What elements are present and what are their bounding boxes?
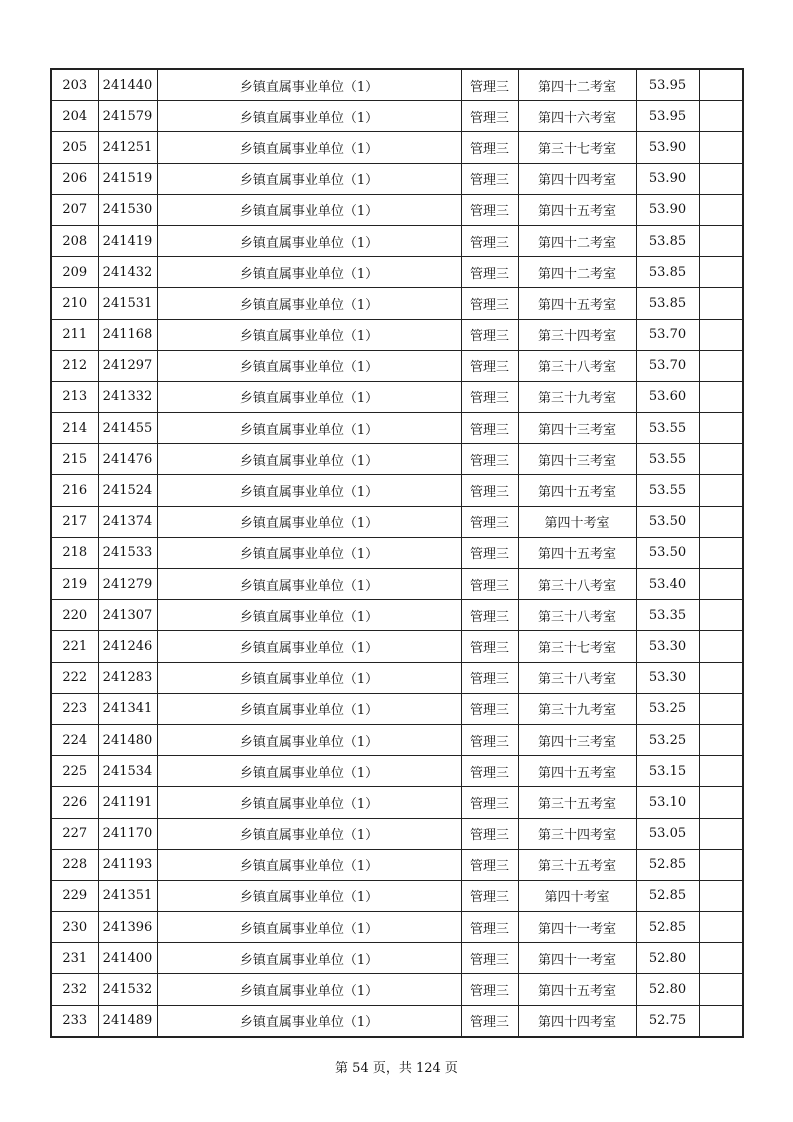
note-cell: [699, 132, 743, 163]
row-number-cell: 214: [51, 413, 98, 444]
note-cell: [699, 101, 743, 132]
post-cell: 管理三: [461, 475, 518, 506]
row-number-cell: 229: [51, 880, 98, 911]
post-cell: 管理三: [461, 693, 518, 724]
row-number-cell: 232: [51, 974, 98, 1005]
row-number-cell: 225: [51, 756, 98, 787]
score-cell: 53.35: [636, 600, 699, 631]
table-row: [51, 506, 743, 537]
candidate-id-cell: 241432: [98, 257, 157, 288]
row-number-cell: 221: [51, 631, 98, 662]
table-row: [51, 818, 743, 849]
score-cell: 53.85: [636, 288, 699, 319]
table-row: [51, 319, 743, 350]
row-number-cell: 209: [51, 257, 98, 288]
table-row: [51, 943, 743, 974]
unit-cell: 乡镇直属事业单位（1）: [157, 662, 461, 693]
post-cell: 管理三: [461, 569, 518, 600]
score-cell: 53.10: [636, 787, 699, 818]
exam-room-cell: 第四十考室: [518, 880, 636, 911]
table-row: [51, 880, 743, 911]
exam-room-cell: 第四十一考室: [518, 912, 636, 943]
score-cell: 53.95: [636, 69, 699, 101]
row-number-cell: 210: [51, 288, 98, 319]
unit-cell: 乡镇直属事业单位（1）: [157, 194, 461, 225]
score-cell: 52.80: [636, 974, 699, 1005]
unit-cell: 乡镇直属事业单位（1）: [157, 943, 461, 974]
row-number-cell: 215: [51, 444, 98, 475]
candidate-id-cell: 241480: [98, 724, 157, 755]
candidate-id-cell: 241170: [98, 818, 157, 849]
note-cell: [699, 569, 743, 600]
score-cell: 53.85: [636, 257, 699, 288]
candidate-id-cell: 241455: [98, 413, 157, 444]
score-cell: 52.85: [636, 849, 699, 880]
row-number-cell: 218: [51, 537, 98, 568]
note-cell: [699, 413, 743, 444]
post-cell: 管理三: [461, 101, 518, 132]
score-cell: 53.25: [636, 724, 699, 755]
row-number-cell: 231: [51, 943, 98, 974]
score-cell: 53.70: [636, 350, 699, 381]
note-cell: [699, 1005, 743, 1037]
score-cell: 53.40: [636, 569, 699, 600]
post-cell: 管理三: [461, 537, 518, 568]
candidate-id-cell: 241530: [98, 194, 157, 225]
unit-cell: 乡镇直属事业单位（1）: [157, 319, 461, 350]
table-row: [51, 569, 743, 600]
table-row: [51, 163, 743, 194]
note-cell: [699, 475, 743, 506]
row-number-cell: 228: [51, 849, 98, 880]
candidate-id-cell: 241283: [98, 662, 157, 693]
row-number-cell: 205: [51, 132, 98, 163]
table-row: [51, 381, 743, 412]
score-cell: 53.70: [636, 319, 699, 350]
note-cell: [699, 163, 743, 194]
post-cell: 管理三: [461, 600, 518, 631]
candidate-id-cell: 241307: [98, 600, 157, 631]
exam-room-cell: 第四十三考室: [518, 413, 636, 444]
unit-cell: 乡镇直属事业单位（1）: [157, 787, 461, 818]
row-number-cell: 233: [51, 1005, 98, 1037]
post-cell: 管理三: [461, 880, 518, 911]
post-cell: 管理三: [461, 974, 518, 1005]
exam-room-cell: 第三十七考室: [518, 132, 636, 163]
table-row: [51, 194, 743, 225]
post-cell: 管理三: [461, 787, 518, 818]
score-cell: 53.95: [636, 101, 699, 132]
post-cell: 管理三: [461, 724, 518, 755]
post-cell: 管理三: [461, 912, 518, 943]
post-cell: 管理三: [461, 288, 518, 319]
candidate-id-cell: 241532: [98, 974, 157, 1005]
unit-cell: 乡镇直属事业单位（1）: [157, 537, 461, 568]
candidate-id-cell: 241246: [98, 631, 157, 662]
post-cell: 管理三: [461, 132, 518, 163]
note-cell: [699, 631, 743, 662]
unit-cell: 乡镇直属事业单位（1）: [157, 756, 461, 787]
page-number-text: 第 54 页，共 124 页: [335, 1061, 458, 1076]
post-cell: 管理三: [461, 225, 518, 256]
note-cell: [699, 288, 743, 319]
unit-cell: 乡镇直属事业单位（1）: [157, 600, 461, 631]
unit-cell: 乡镇直属事业单位（1）: [157, 413, 461, 444]
candidate-id-cell: 241332: [98, 381, 157, 412]
note-cell: [699, 225, 743, 256]
candidate-id-cell: 241341: [98, 693, 157, 724]
exam-room-cell: 第四十六考室: [518, 101, 636, 132]
unit-cell: 乡镇直属事业单位（1）: [157, 132, 461, 163]
score-cell: 52.85: [636, 880, 699, 911]
row-number-cell: 220: [51, 600, 98, 631]
candidate-id-cell: 241168: [98, 319, 157, 350]
candidate-id-cell: 241191: [98, 787, 157, 818]
note-cell: [699, 818, 743, 849]
exam-room-cell: 第四十四考室: [518, 1005, 636, 1037]
exam-room-cell: 第四十三考室: [518, 444, 636, 475]
post-cell: 管理三: [461, 413, 518, 444]
table-row: [51, 724, 743, 755]
score-cell: 53.90: [636, 163, 699, 194]
unit-cell: 乡镇直属事业单位（1）: [157, 818, 461, 849]
unit-cell: 乡镇直属事业单位（1）: [157, 257, 461, 288]
post-cell: 管理三: [461, 350, 518, 381]
table-row: [51, 225, 743, 256]
exam-room-cell: 第四十二考室: [518, 69, 636, 101]
note-cell: [699, 506, 743, 537]
candidate-id-cell: 241476: [98, 444, 157, 475]
score-cell: 53.85: [636, 225, 699, 256]
note-cell: [699, 974, 743, 1005]
post-cell: 管理三: [461, 849, 518, 880]
table-row: [51, 849, 743, 880]
table-row: [51, 631, 743, 662]
candidate-id-cell: 241351: [98, 880, 157, 911]
table-row: [51, 413, 743, 444]
candidate-id-cell: 241297: [98, 350, 157, 381]
results-table-body: [51, 69, 743, 1037]
unit-cell: 乡镇直属事业单位（1）: [157, 288, 461, 319]
row-number-cell: 227: [51, 818, 98, 849]
exam-room-cell: 第三十八考室: [518, 662, 636, 693]
score-cell: 53.55: [636, 413, 699, 444]
table-row: [51, 475, 743, 506]
note-cell: [699, 69, 743, 101]
candidate-id-cell: 241279: [98, 569, 157, 600]
score-cell: 53.50: [636, 506, 699, 537]
exam-room-cell: 第四十二考室: [518, 257, 636, 288]
candidate-id-cell: 241531: [98, 288, 157, 319]
table-row: [51, 257, 743, 288]
note-cell: [699, 194, 743, 225]
exam-room-cell: 第三十五考室: [518, 849, 636, 880]
table-row: [51, 101, 743, 132]
unit-cell: 乡镇直属事业单位（1）: [157, 724, 461, 755]
table-row: [51, 537, 743, 568]
note-cell: [699, 381, 743, 412]
post-cell: 管理三: [461, 257, 518, 288]
table-row: [51, 350, 743, 381]
table-row: [51, 600, 743, 631]
post-cell: 管理三: [461, 756, 518, 787]
exam-room-cell: 第四十五考室: [518, 288, 636, 319]
candidate-id-cell: 241579: [98, 101, 157, 132]
candidate-id-cell: 241524: [98, 475, 157, 506]
row-number-cell: 222: [51, 662, 98, 693]
exam-room-cell: 第四十五考室: [518, 756, 636, 787]
candidate-id-cell: 241400: [98, 943, 157, 974]
candidate-id-cell: 241193: [98, 849, 157, 880]
table-row: [51, 132, 743, 163]
row-number-cell: 207: [51, 194, 98, 225]
note-cell: [699, 787, 743, 818]
unit-cell: 乡镇直属事业单位（1）: [157, 506, 461, 537]
note-cell: [699, 693, 743, 724]
row-number-cell: 212: [51, 350, 98, 381]
note-cell: [699, 444, 743, 475]
note-cell: [699, 257, 743, 288]
post-cell: 管理三: [461, 163, 518, 194]
candidate-id-cell: 241419: [98, 225, 157, 256]
row-number-cell: 216: [51, 475, 98, 506]
candidate-id-cell: 241251: [98, 132, 157, 163]
post-cell: 管理三: [461, 943, 518, 974]
note-cell: [699, 350, 743, 381]
exam-room-cell: 第三十八考室: [518, 569, 636, 600]
row-number-cell: 211: [51, 319, 98, 350]
candidate-id-cell: 241534: [98, 756, 157, 787]
unit-cell: 乡镇直属事业单位（1）: [157, 1005, 461, 1037]
exam-room-cell: 第四十五考室: [518, 194, 636, 225]
exam-room-cell: 第三十九考室: [518, 381, 636, 412]
score-cell: 53.55: [636, 444, 699, 475]
exam-room-cell: 第四十五考室: [518, 537, 636, 568]
note-cell: [699, 662, 743, 693]
unit-cell: 乡镇直属事业单位（1）: [157, 569, 461, 600]
page-footer: [0, 1057, 793, 1076]
post-cell: 管理三: [461, 69, 518, 101]
post-cell: 管理三: [461, 1005, 518, 1037]
row-number-cell: 226: [51, 787, 98, 818]
unit-cell: 乡镇直属事业单位（1）: [157, 475, 461, 506]
post-cell: 管理三: [461, 506, 518, 537]
score-cell: 53.90: [636, 194, 699, 225]
exam-room-cell: 第四十五考室: [518, 475, 636, 506]
row-number-cell: 213: [51, 381, 98, 412]
results-table: [50, 68, 744, 1038]
exam-room-cell: 第三十四考室: [518, 319, 636, 350]
table-row: [51, 974, 743, 1005]
exam-room-cell: 第四十一考室: [518, 943, 636, 974]
row-number-cell: 223: [51, 693, 98, 724]
note-cell: [699, 600, 743, 631]
unit-cell: 乡镇直属事业单位（1）: [157, 69, 461, 101]
unit-cell: 乡镇直属事业单位（1）: [157, 381, 461, 412]
score-cell: 52.80: [636, 943, 699, 974]
score-cell: 53.30: [636, 662, 699, 693]
post-cell: 管理三: [461, 319, 518, 350]
post-cell: 管理三: [461, 381, 518, 412]
table-row: [51, 912, 743, 943]
table-row: [51, 1005, 743, 1037]
exam-room-cell: 第四十二考室: [518, 225, 636, 256]
candidate-id-cell: 241519: [98, 163, 157, 194]
table-row: [51, 662, 743, 693]
unit-cell: 乡镇直属事业单位（1）: [157, 693, 461, 724]
exam-room-cell: 第三十九考室: [518, 693, 636, 724]
score-cell: 52.75: [636, 1005, 699, 1037]
score-cell: 53.55: [636, 475, 699, 506]
unit-cell: 乡镇直属事业单位（1）: [157, 849, 461, 880]
note-cell: [699, 880, 743, 911]
row-number-cell: 208: [51, 225, 98, 256]
table-row: [51, 756, 743, 787]
note-cell: [699, 319, 743, 350]
post-cell: 管理三: [461, 444, 518, 475]
unit-cell: 乡镇直属事业单位（1）: [157, 912, 461, 943]
exam-room-cell: 第四十考室: [518, 506, 636, 537]
note-cell: [699, 943, 743, 974]
score-cell: 53.90: [636, 132, 699, 163]
post-cell: 管理三: [461, 818, 518, 849]
score-cell: 53.50: [636, 537, 699, 568]
score-cell: 53.15: [636, 756, 699, 787]
exam-room-cell: 第三十四考室: [518, 818, 636, 849]
score-cell: 53.05: [636, 818, 699, 849]
exam-room-cell: 第四十四考室: [518, 163, 636, 194]
row-number-cell: 219: [51, 569, 98, 600]
row-number-cell: 204: [51, 101, 98, 132]
table-row: [51, 787, 743, 818]
table-row: [51, 444, 743, 475]
exam-room-cell: 第三十七考室: [518, 631, 636, 662]
row-number-cell: 203: [51, 69, 98, 101]
score-cell: 52.85: [636, 912, 699, 943]
candidate-id-cell: 241440: [98, 69, 157, 101]
note-cell: [699, 756, 743, 787]
score-cell: 53.30: [636, 631, 699, 662]
row-number-cell: 224: [51, 724, 98, 755]
exam-room-cell: 第三十八考室: [518, 350, 636, 381]
score-cell: 53.60: [636, 381, 699, 412]
unit-cell: 乡镇直属事业单位（1）: [157, 163, 461, 194]
row-number-cell: 230: [51, 912, 98, 943]
exam-room-cell: 第三十五考室: [518, 787, 636, 818]
unit-cell: 乡镇直属事业单位（1）: [157, 444, 461, 475]
unit-cell: 乡镇直属事业单位（1）: [157, 974, 461, 1005]
candidate-id-cell: 241533: [98, 537, 157, 568]
table-row: [51, 288, 743, 319]
exam-room-cell: 第四十五考室: [518, 974, 636, 1005]
post-cell: 管理三: [461, 194, 518, 225]
exam-room-cell: 第四十三考室: [518, 724, 636, 755]
score-cell: 53.25: [636, 693, 699, 724]
candidate-id-cell: 241489: [98, 1005, 157, 1037]
unit-cell: 乡镇直属事业单位（1）: [157, 225, 461, 256]
row-number-cell: 206: [51, 163, 98, 194]
candidate-id-cell: 241396: [98, 912, 157, 943]
note-cell: [699, 912, 743, 943]
post-cell: 管理三: [461, 631, 518, 662]
note-cell: [699, 724, 743, 755]
unit-cell: 乡镇直属事业单位（1）: [157, 350, 461, 381]
candidate-id-cell: 241374: [98, 506, 157, 537]
row-number-cell: 217: [51, 506, 98, 537]
unit-cell: 乡镇直属事业单位（1）: [157, 101, 461, 132]
note-cell: [699, 537, 743, 568]
unit-cell: 乡镇直属事业单位（1）: [157, 631, 461, 662]
post-cell: 管理三: [461, 662, 518, 693]
note-cell: [699, 849, 743, 880]
table-row: [51, 69, 743, 101]
table-row: [51, 693, 743, 724]
unit-cell: 乡镇直属事业单位（1）: [157, 880, 461, 911]
exam-room-cell: 第三十八考室: [518, 600, 636, 631]
